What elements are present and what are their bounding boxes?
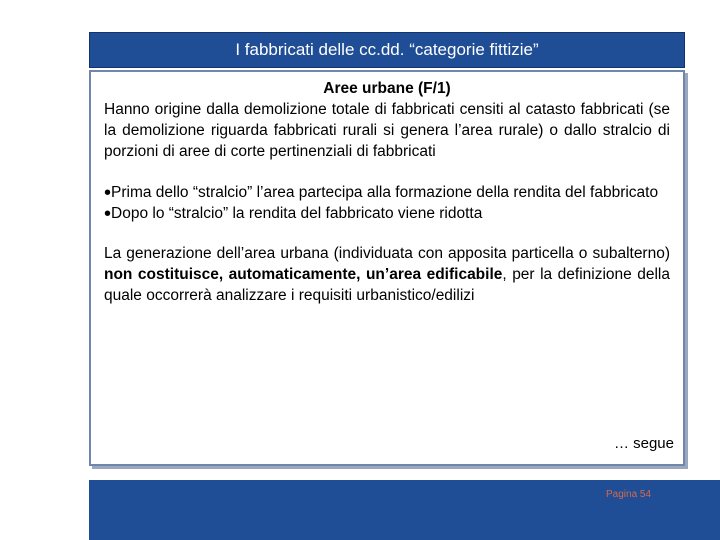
intro-paragraph: Hanno origine dalla demolizione totale di fabbricati censiti al catasto fabbricati (se la demolizione riguarda fabbricati rurali si genera l’area rurale) o dallo stralcio di porzioni di aree di corte pertinenziali di fabbricati xyxy=(104,101,670,160)
bullet-item xyxy=(104,203,670,224)
conclusion-paragraph xyxy=(104,243,670,306)
slide-title: I fabbricati delle cc.dd. “categorie fittizie” xyxy=(235,40,539,59)
bullet-item xyxy=(104,182,670,203)
page-number: Pagina 54 xyxy=(606,489,652,500)
content-box xyxy=(89,70,685,466)
conclusion-text-end: , per la definizione della quale occorrerà analizzare i requisiti urbanistico/edilizi xyxy=(104,266,670,304)
title-bar xyxy=(89,32,685,68)
section-heading: Aree urbane (F/1) xyxy=(323,80,451,97)
bullet-text: Prima dello “stralcio” l’area partecipa alla formazione della rendita del fabbricato xyxy=(111,184,659,201)
bullet-icon: • xyxy=(104,182,112,204)
bullet-list xyxy=(104,182,670,224)
conclusion-text-start: La generazione dell’area urbana (individuata con apposita particella o subalterno) xyxy=(104,245,670,262)
continue-label: … segue xyxy=(613,435,674,452)
bullet-icon: • xyxy=(104,203,112,225)
conclusion-emphasis: non costituisce, automaticamente, un’area edificabile xyxy=(104,266,503,283)
bullet-text: Dopo lo “stralcio” la rendita del fabbricato viene ridotta xyxy=(111,205,483,222)
